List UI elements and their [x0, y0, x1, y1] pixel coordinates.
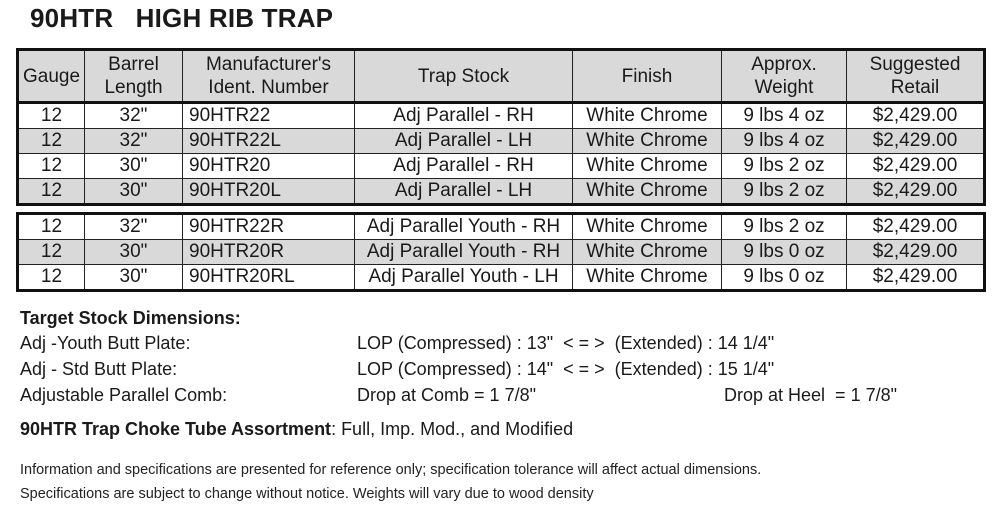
cell-finish: White Chrome [573, 129, 722, 154]
cell-finish: White Chrome [573, 103, 722, 129]
cell-stock: Adj Parallel Youth - RH [355, 214, 573, 240]
cell-ident: 90HTR22 [183, 103, 355, 129]
comb-label: Adjustable Parallel Comb: [20, 385, 228, 405]
cell-ident: 90HTR20L [183, 179, 355, 205]
table-row [18, 240, 985, 265]
cell-gauge: 12 [18, 214, 85, 240]
cell-finish: White Chrome [573, 214, 722, 240]
cell-finish: White Chrome [573, 179, 722, 205]
table-row [18, 103, 985, 129]
spec-table-standard [16, 48, 986, 206]
cell-stock: Adj Parallel - RH [355, 103, 573, 129]
cell-barrel: 30" [85, 154, 183, 179]
dimensions-heading: Target Stock Dimensions: [20, 308, 241, 328]
table-row [18, 154, 985, 179]
disclaimer-line-1: Information and specifications are presented for reference only; specification tolerance will affect actual dimensions. [20, 462, 762, 478]
cell-retail: $2,429.00 [847, 265, 985, 291]
youth-butt-plate-label: Adj -Youth Butt Plate: [20, 333, 191, 353]
cell-weight: 9 lbs 2 oz [722, 154, 847, 179]
cell-weight: 9 lbs 0 oz [722, 240, 847, 265]
std-butt-plate-value: LOP (Compressed) : 14" < = > (Extended) : 15 1/4" [357, 359, 775, 379]
choke-tube-label: 90HTR Trap Choke Tube Assortment [20, 419, 332, 439]
choke-tube-value: : Full, Imp. Mod., and Modified [331, 419, 574, 439]
cell-finish: White Chrome [573, 154, 722, 179]
table-row [18, 129, 985, 154]
header-ident-number: Manufacturer's Ident. Number [183, 50, 355, 103]
table-row [18, 265, 985, 291]
cell-weight: 9 lbs 2 oz [722, 179, 847, 205]
cell-barrel: 32" [85, 129, 183, 154]
header-barrel-length: Barrel Length [85, 50, 183, 103]
cell-barrel: 30" [85, 179, 183, 205]
cell-weight: 9 lbs 0 oz [722, 265, 847, 291]
cell-ident: 90HTR22L [183, 129, 355, 154]
cell-gauge: 12 [18, 265, 85, 291]
cell-ident: 90HTR20 [183, 154, 355, 179]
cell-finish: White Chrome [573, 240, 722, 265]
cell-stock: Adj Parallel - LH [355, 179, 573, 205]
cell-finish: White Chrome [573, 265, 722, 291]
cell-gauge: 12 [18, 179, 85, 205]
cell-weight: 9 lbs 2 oz [722, 214, 847, 240]
table-row [18, 214, 985, 240]
drop-at-heel: Drop at Heel = 1 7/8" [724, 385, 897, 405]
table-row [18, 179, 985, 205]
disclaimer-notes [20, 458, 761, 506]
std-butt-plate-label: Adj - Std Butt Plate: [20, 359, 178, 379]
cell-gauge: 12 [18, 154, 85, 179]
cell-ident: 90HTR20RL [183, 265, 355, 291]
header-weight: Approx. Weight [722, 50, 847, 103]
cell-retail: $2,429.00 [847, 103, 985, 129]
disclaimer-line-2: Specifications are subject to change without notice. Weights will vary due to wood density [20, 486, 594, 502]
cell-retail: $2,429.00 [847, 179, 985, 205]
table-header-row [18, 50, 985, 103]
cell-retail: $2,429.00 [847, 214, 985, 240]
cell-gauge: 12 [18, 129, 85, 154]
header-trap-stock: Trap Stock [355, 50, 573, 103]
cell-barrel: 30" [85, 240, 183, 265]
cell-ident: 90HTR22R [183, 214, 355, 240]
cell-retail: $2,429.00 [847, 240, 985, 265]
cell-stock: Adj Parallel Youth - RH [355, 240, 573, 265]
cell-retail: $2,429.00 [847, 154, 985, 179]
header-retail: Suggested Retail [847, 50, 985, 103]
cell-barrel: 30" [85, 265, 183, 291]
cell-weight: 9 lbs 4 oz [722, 129, 847, 154]
header-gauge: Gauge [18, 50, 85, 103]
spec-table-youth [16, 212, 986, 292]
cell-gauge: 12 [18, 103, 85, 129]
drop-at-comb: Drop at Comb = 1 7/8" [357, 385, 536, 405]
cell-barrel: 32" [85, 214, 183, 240]
page-title: 90HTR HIGH RIB TRAP [30, 3, 334, 33]
header-finish: Finish [573, 50, 722, 103]
cell-retail: $2,429.00 [847, 129, 985, 154]
cell-ident: 90HTR20R [183, 240, 355, 265]
choke-tube-assortment [20, 419, 573, 440]
cell-stock: Adj Parallel - RH [355, 154, 573, 179]
cell-weight: 9 lbs 4 oz [722, 103, 847, 129]
cell-barrel: 32" [85, 103, 183, 129]
cell-gauge: 12 [18, 240, 85, 265]
youth-butt-plate-value: LOP (Compressed) : 13" < = > (Extended) : 14 1/4" [357, 333, 775, 353]
cell-stock: Adj Parallel Youth - LH [355, 265, 573, 291]
cell-stock: Adj Parallel - LH [355, 129, 573, 154]
